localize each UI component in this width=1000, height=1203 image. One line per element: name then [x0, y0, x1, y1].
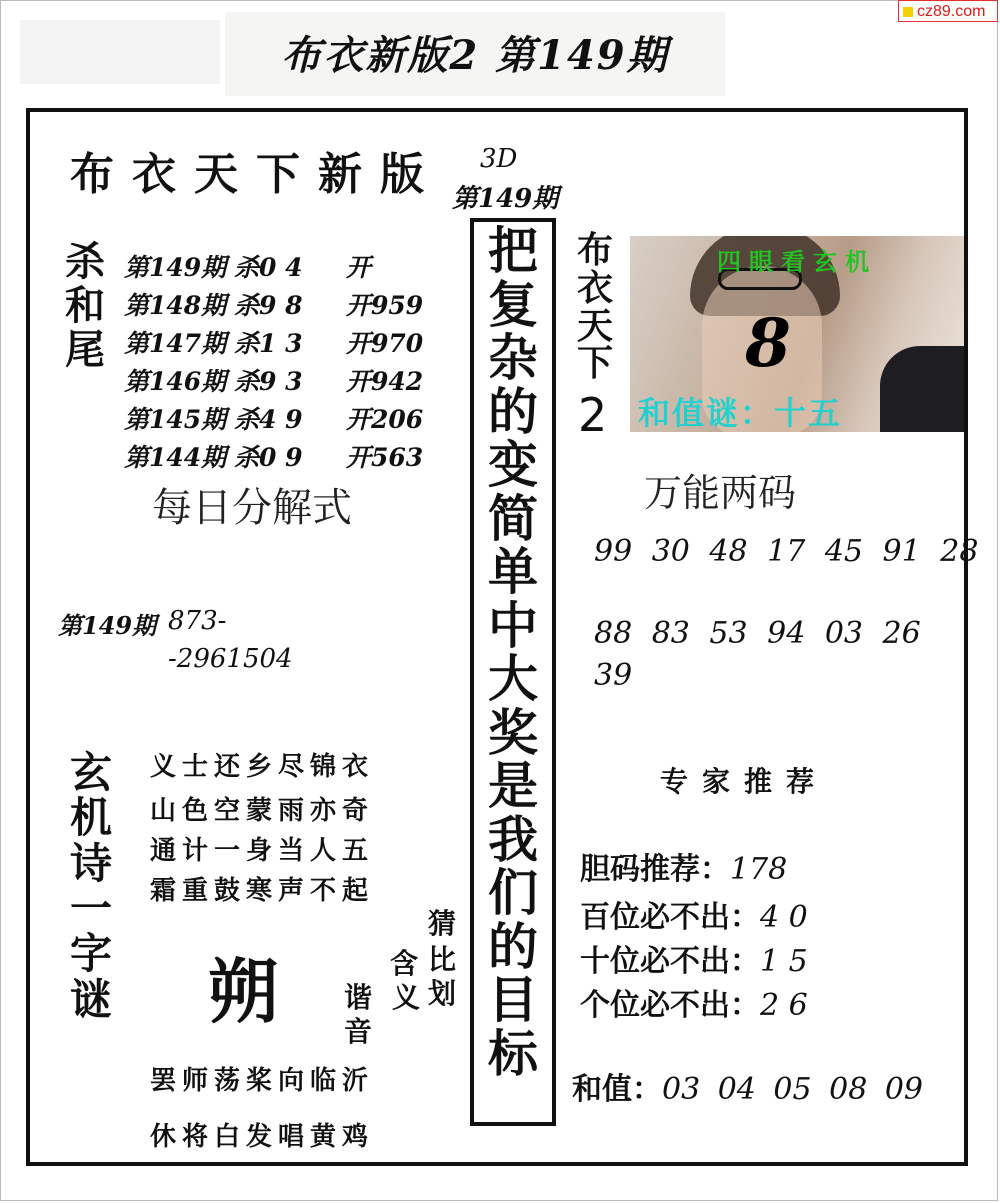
main-title: 布衣天下新版 [70, 149, 442, 200]
photo-shadow-shape [880, 346, 964, 432]
kill-row-open: 开959 [346, 291, 424, 320]
label-char: 杀 [65, 238, 105, 285]
kill-row-issue: 第149期 [124, 253, 227, 282]
kill-row-open: 开 [346, 253, 372, 282]
kill-row-issue: 第145期 [124, 405, 227, 434]
label-char: 一 [69, 884, 112, 934]
units-exclude-value: 2 6 [760, 988, 808, 1023]
photo-number: 8 [745, 304, 791, 382]
hint-yi: 义 [392, 981, 421, 1014]
promo-photo [630, 236, 964, 432]
kill-row-kill: 杀0 4 [234, 253, 303, 282]
sum-value-label: 和值： [572, 1072, 662, 1107]
label-char: 谜 [69, 974, 112, 1024]
poem-bottom-line: 罢师荡桨向临沂 [150, 1066, 375, 1096]
side-char: 衣 [576, 266, 613, 309]
dan-code-label: 胆码推荐： [580, 852, 730, 887]
units-exclude-row [580, 980, 808, 1024]
poem-line: 通计一身当人五 [150, 836, 375, 866]
riddle-character: 朔 [208, 950, 278, 1033]
photo-sum-riddle: 和值谜：十五 [638, 394, 843, 432]
kill-row-kill: 杀9 8 [234, 291, 303, 320]
daily-line-2: -2961504 [168, 644, 293, 674]
kill-row-kill: 杀9 3 [234, 367, 303, 396]
watermark-square-icon [903, 7, 913, 17]
header-blank-panel [20, 20, 220, 84]
hint-bi: 比 [428, 943, 457, 976]
hint-cai: 猜 [428, 907, 457, 940]
kill-row-kill: 杀1 3 [234, 329, 303, 358]
issue-tag: 第149期 [452, 184, 559, 214]
poem-label [66, 750, 116, 1022]
label-char: 和 [65, 282, 105, 329]
label-char: 机 [69, 793, 112, 843]
tag-3d: 3D [480, 144, 518, 174]
hundreds-exclude-label: 百位必不出： [580, 900, 760, 935]
side-number: 2 [578, 388, 608, 442]
kill-row-issue: 第144期 [124, 443, 227, 472]
label-char: 诗 [69, 838, 112, 888]
hint-yin: 音 [344, 1015, 373, 1048]
kill-sum-tail-label [60, 240, 110, 372]
label-char: 玄 [69, 748, 112, 797]
two-codes-line: 39 [594, 658, 633, 693]
poem-bottom-line: 休将白发唱黄鸡 [150, 1122, 375, 1152]
kill-row-open: 开206 [346, 405, 424, 434]
kill-row-open: 开563 [346, 443, 424, 472]
units-exclude-label: 个位必不出： [580, 988, 760, 1023]
tens-exclude-label: 十位必不出： [580, 944, 760, 979]
poem-line: 山色空蒙雨亦奇 [150, 796, 375, 826]
tens-exclude-row [580, 936, 808, 980]
two-codes-line: 88 83 53 94 03 26 [594, 616, 921, 651]
slogan-banner-text [474, 221, 552, 1083]
hint-hua: 划 [428, 977, 457, 1010]
hint-xie: 谐 [344, 981, 373, 1014]
photo-title: 四眼看玄机 [717, 247, 877, 276]
sum-value-row [572, 1064, 923, 1108]
daily-title: 每日分解式 [152, 485, 352, 531]
watermark-text: cz89.com [917, 3, 986, 20]
page-title: 布衣新版2 第149期 [281, 32, 669, 79]
kill-row-issue: 第146期 [124, 367, 227, 396]
daily-issue: 第149期 [58, 611, 157, 640]
side-char: 下 [576, 342, 613, 385]
poem-line: 霜重鼓寒声不起 [150, 876, 375, 906]
dan-code-row [580, 844, 787, 888]
kill-row-kill: 杀0 9 [234, 443, 303, 472]
hundreds-exclude-value: 4 0 [760, 900, 808, 935]
side-label [568, 229, 622, 385]
hint-han: 含 [390, 947, 419, 980]
two-codes-line: 99 30 48 17 45 91 28 [594, 534, 979, 569]
side-char: 布 [576, 229, 613, 271]
kill-row-open: 开970 [346, 329, 424, 358]
expert-title: 专家推荐 [660, 765, 829, 798]
poem-line: 义士还乡尽锦衣 [150, 752, 375, 782]
kill-row-issue: 第148期 [124, 291, 227, 320]
two-codes-title: 万能两码 [644, 471, 797, 515]
tens-exclude-value: 1 5 [760, 944, 808, 979]
side-char: 天 [576, 304, 613, 347]
hundreds-exclude-row [580, 892, 808, 936]
kill-row-open: 开942 [346, 367, 424, 396]
slogan-text: 把复杂的变简单中大奖是我们的目标 [488, 221, 538, 1083]
site-watermark[interactable] [898, 0, 998, 22]
kill-row-kill: 杀4 9 [234, 405, 303, 434]
kill-row-issue: 第147期 [124, 329, 227, 358]
label-char: 字 [69, 929, 112, 979]
daily-line-1: 873- [168, 606, 227, 636]
label-char: 尾 [65, 326, 105, 373]
sum-value-numbers: 03 04 05 08 09 [662, 1072, 924, 1107]
dan-code-value: 178 [730, 852, 788, 887]
